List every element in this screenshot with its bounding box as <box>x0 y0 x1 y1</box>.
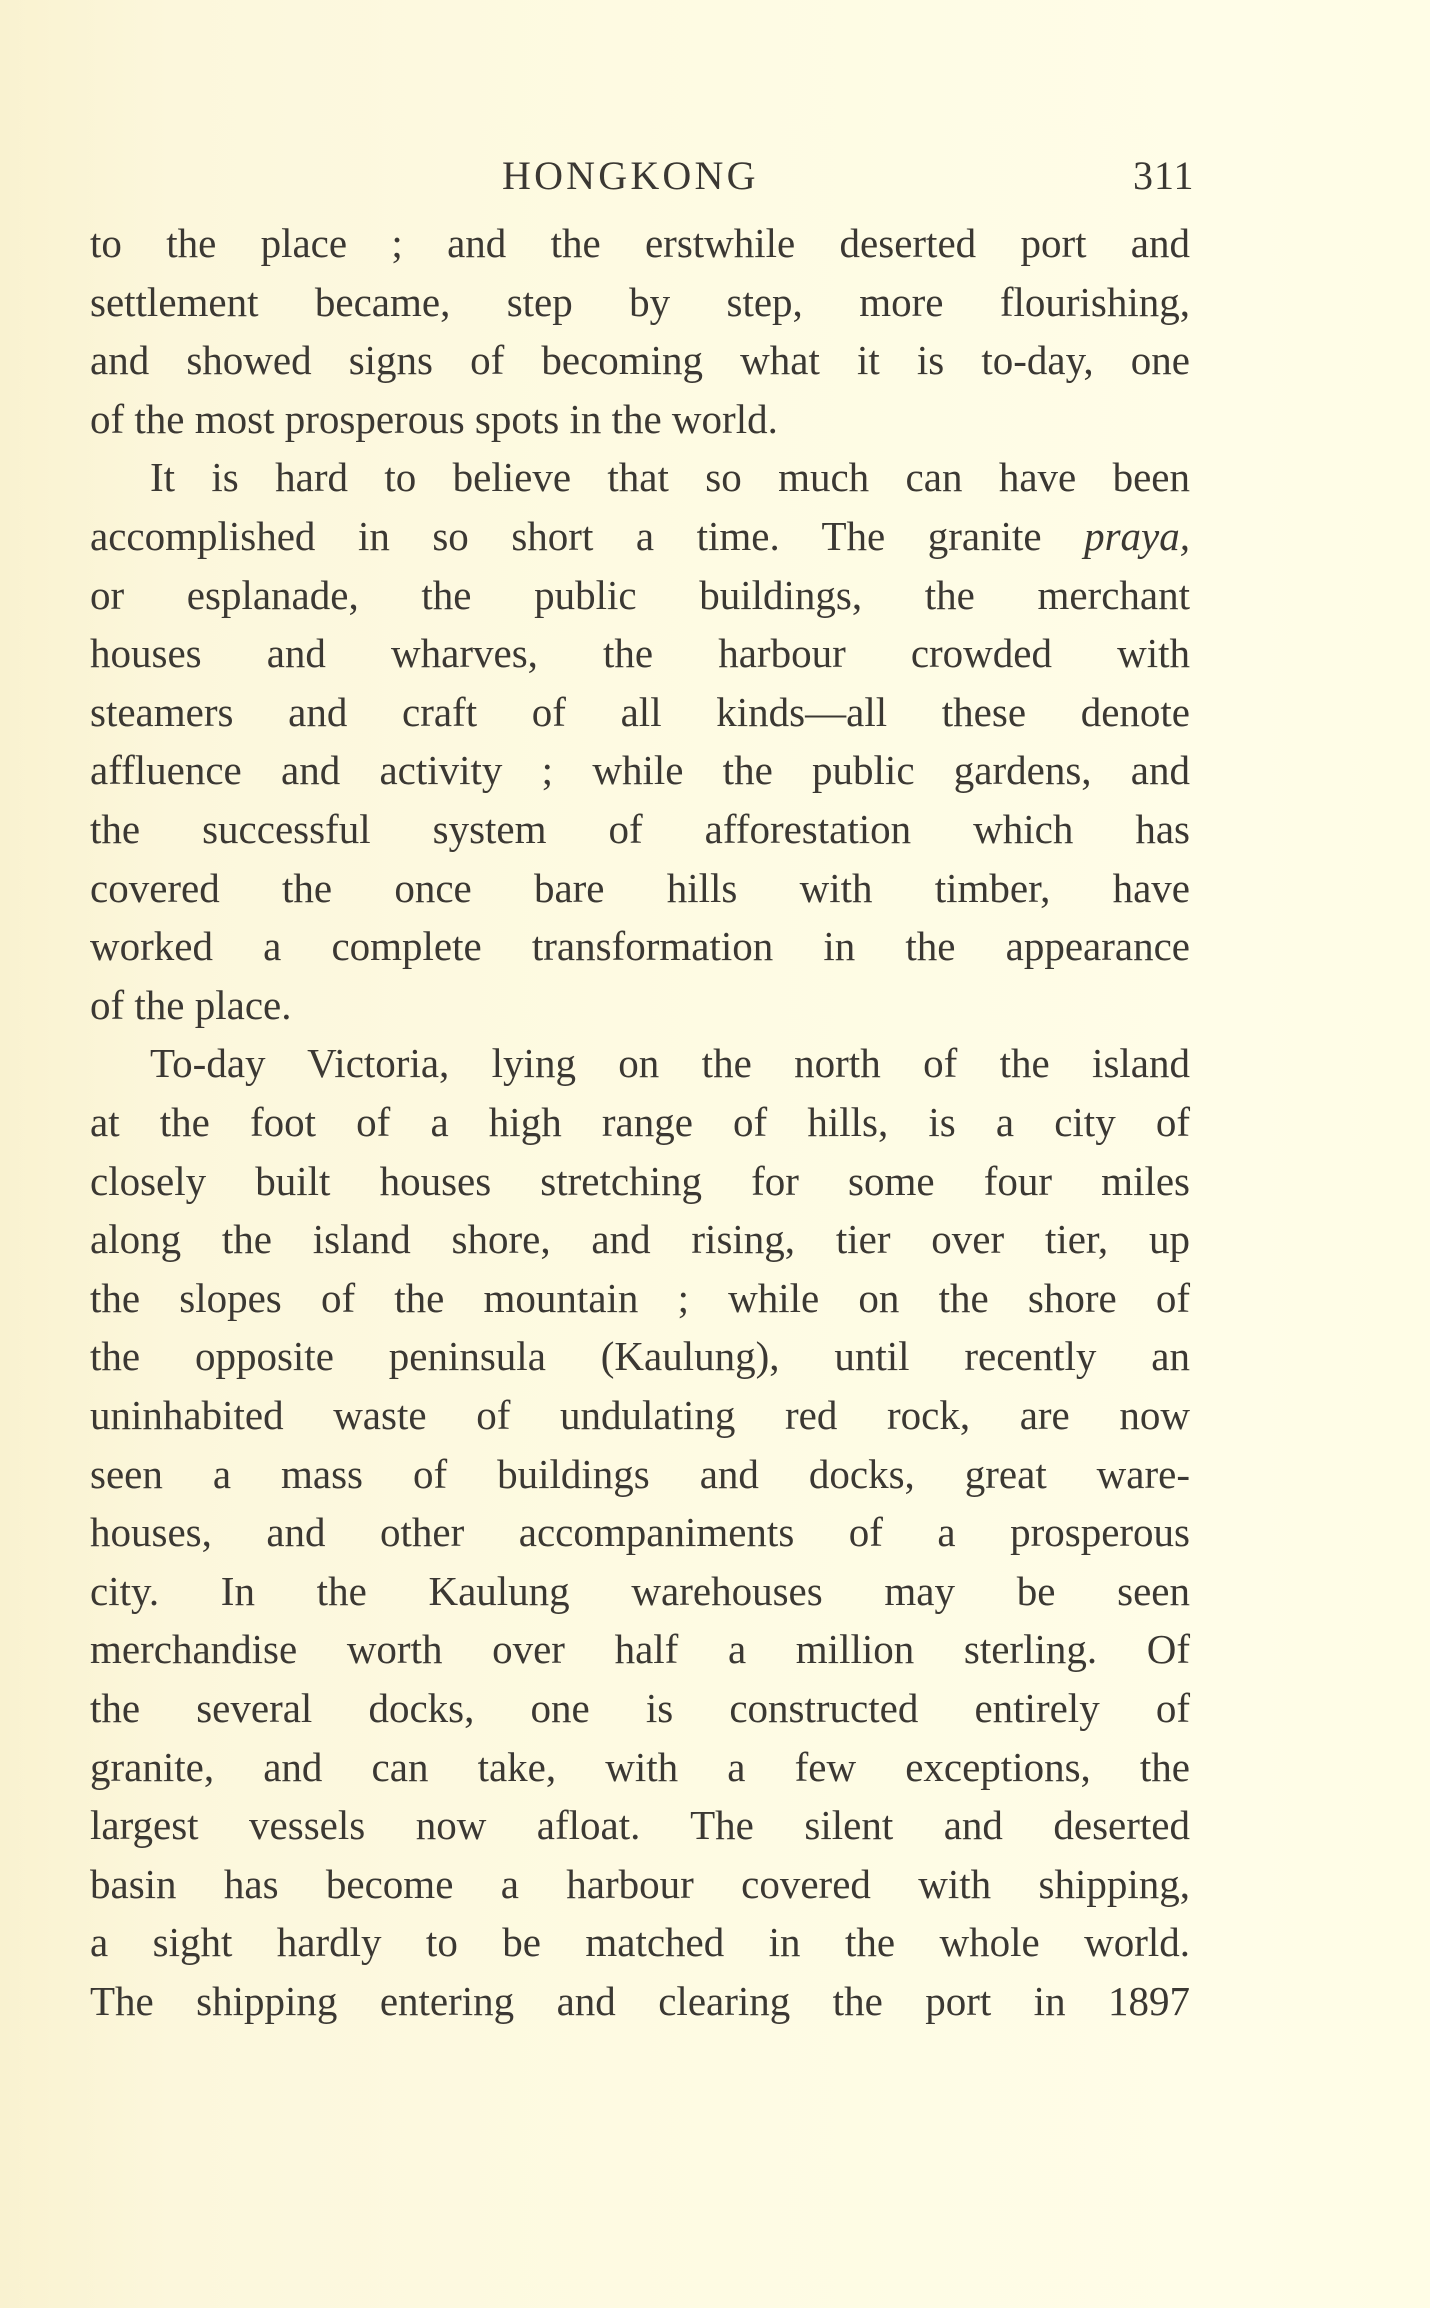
text-line: largest vessels now afloat. The silent and deserted <box>90 1802 1190 1849</box>
text-line: covered the once bare hills with timber, have <box>90 864 1190 911</box>
text-line: a sight hardly to be matched in the whole world. <box>90 1919 1190 1966</box>
text-line: the opposite peninsula (Kaulung), until recently an <box>90 1333 1190 1380</box>
text-line: settlement became, step by step, more flourishing, <box>90 278 1190 325</box>
text-line: houses, and other accompaniments of a prosperous <box>90 1509 1190 1556</box>
text-line: granite, and can take, with a few exceptions, the <box>90 1743 1190 1790</box>
text-line: along the island shore, and rising, tier over tier, up <box>90 1216 1190 1263</box>
text-line: to the place ; and the erstwhile deserted port and <box>90 220 1190 266</box>
text-line: the successful system of afforestation which has <box>90 806 1190 852</box>
text-line: city. In the Kaulung warehouses may be seen <box>90 1567 1190 1614</box>
text-line: worked a complete transformation in the appearance <box>90 923 1190 970</box>
text-line: of the place. <box>90 981 292 1028</box>
text-line: of the most prosperous spots in the world. <box>90 395 778 442</box>
text-line: and showed signs of becoming what it is to-day, one <box>90 337 1190 384</box>
running-head <box>0 0 1430 210</box>
text-line: the slopes of the mountain ; while on the shore of <box>90 1274 1190 1321</box>
text-line: accomplished in so short a time. The granite praya, <box>90 513 1190 559</box>
text-line: The shipping entering and clearing the port in 1897 <box>90 1978 1190 2024</box>
paragraph-first-line: To-day Victoria, lying on the north of the island <box>150 1040 1190 1087</box>
text-line: at the foot of a high range of hills, is a city of <box>90 1099 1190 1145</box>
text-line: closely built houses stretching for some four miles <box>90 1157 1190 1204</box>
page-number: 311 <box>1133 153 1195 198</box>
text-line: houses and wharves, the harbour crowded with <box>90 630 1190 677</box>
italic-term-praya: praya, <box>1084 513 1190 559</box>
text-line: affluence and activity ; while the public gardens, and <box>90 747 1190 794</box>
text-line: or esplanade, the public buildings, the merchant <box>90 571 1190 618</box>
paragraph-first-line: It is hard to believe that so much can have been <box>150 454 1190 501</box>
text-line: the several docks, one is constructed entirely of <box>90 1685 1190 1731</box>
text-line: basin has become a harbour covered with shipping, <box>90 1860 1190 1907</box>
text-line: seen a mass of buildings and docks, great ware- <box>90 1450 1190 1497</box>
text-line: merchandise worth over half a million sterling. Of <box>90 1626 1190 1673</box>
text-line: steamers and craft of all kinds—all these denote <box>90 688 1190 735</box>
text-line: uninhabited waste of undulating red rock, are now <box>90 1392 1190 1438</box>
chapter-running-title: HONGKONG <box>502 153 759 198</box>
